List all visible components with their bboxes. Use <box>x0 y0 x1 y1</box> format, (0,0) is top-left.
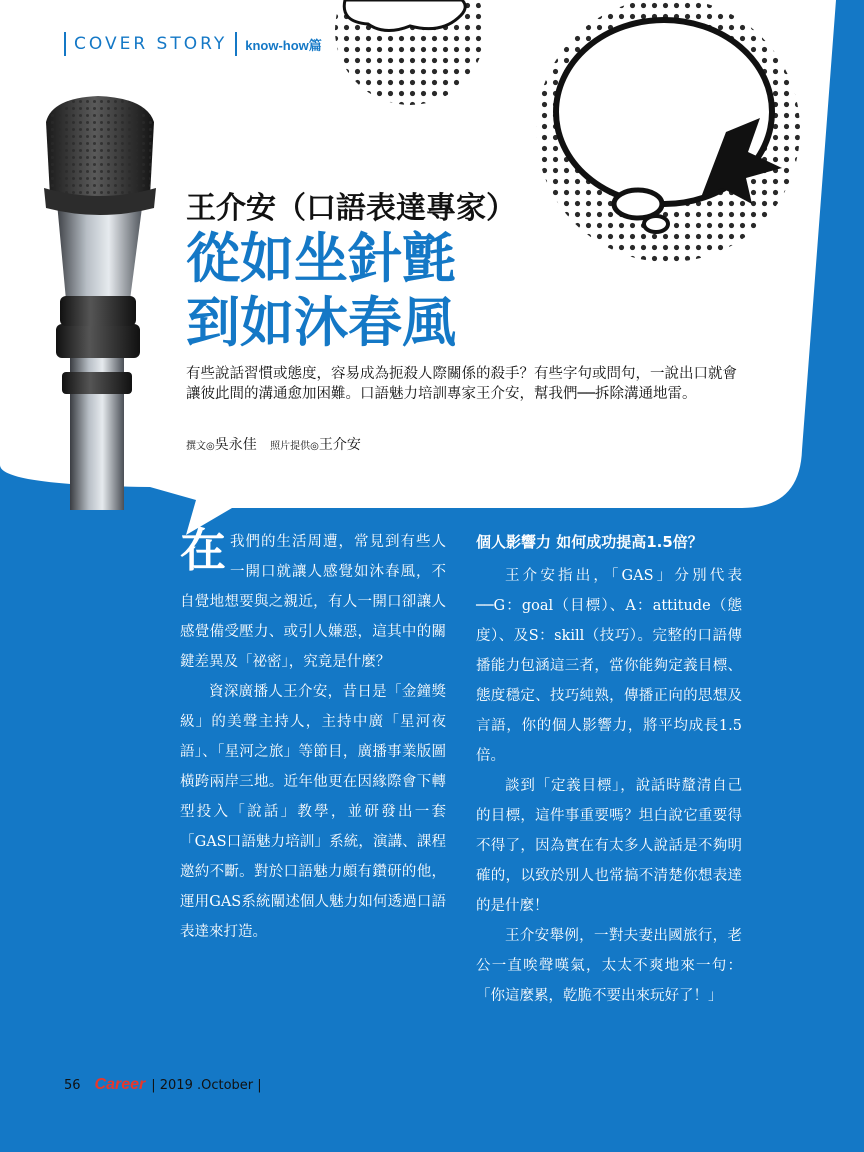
header-divider <box>64 32 66 56</box>
body-paragraph: 王介安指出，「GAS」分別代表──G：goal（目標）、A：attitude（態度）、及S：skill（技巧）。完整的口語傳播能力包涵這三者，當你能夠定義目標、態度穩定、技巧純熟，傳播正向的思想及言語，你的個人影響力，將平均成長1.5倍。 <box>476 568 742 764</box>
body-paragraph: 資深廣播人王介安，昔日是「金鐘獎級」的美聲主持人，主持中廣「星河夜語」、「星河之旅」等節目，廣播事業版圖橫跨兩岸三地。近年他更在因緣際會下轉型投入「說話」教學，並研發出一套「GAS口語魅力培訓」系統，演講、課程邀約不斷。對於口語魅力頗有鑽研的他，運用GAS系統闡述個人魅力如何透過口語表達來打造。 <box>180 684 446 940</box>
article-subtitle: 王介安（口語表達專家） <box>186 191 516 226</box>
photo-credit-name: 王介安 <box>318 437 361 453</box>
section-label: COVER STORY <box>74 34 228 54</box>
title-line-1: 從如坐針氈 <box>186 226 456 290</box>
subsection-label: know-how篇 <box>245 37 322 53</box>
article-lead: 有些說話習慣或態度，容易成為扼殺人際關係的殺手？有些字句或問句，一說出口就會讓彼此間的溝通愈加困難。口語魅力培訓專家王介安，幫我們──拆除溝通地雷。 <box>186 366 737 402</box>
body-paragraph <box>180 523 446 677</box>
article-title <box>186 226 456 354</box>
paragraph-text: 我們的生活周遭，常見到有些人一開口就讓人感覺如沐春風，不自覺地想要與之親近，有人一開口卻讓人感覺備受壓力、或引人嫌惡，這其中的關鍵差異及「祕密」，究竟是什麼？ <box>180 534 446 670</box>
magazine-brand: Career <box>94 1076 146 1093</box>
writer-name: 吳永佳 <box>214 437 257 453</box>
page-footer <box>64 1076 262 1094</box>
body-column-2 <box>476 527 742 1011</box>
section-heading: 個人影響力 如何成功提高1.5倍？ <box>476 533 703 551</box>
title-line-2: 到如沐春風 <box>186 290 456 354</box>
drop-cap: 在 <box>180 523 226 577</box>
header-divider <box>235 32 237 56</box>
body-column-1 <box>180 523 446 947</box>
section-header <box>64 30 322 58</box>
body-paragraph: 談到「定義目標」，說話時釐清自己的目標，這件事重要嗎？坦白說它重要得不得了，因為實在有太多人說話是不夠明確的，以致於別人也常搞不清楚你想表達的是什麼！ <box>476 778 742 914</box>
body-paragraph: 王介安舉例，一對夫妻出國旅行，老公一直唉聲嘆氣，太太不爽地來一句：「你這麼累，乾脆不要出來玩好了！」 <box>476 928 742 1004</box>
article-credits <box>186 434 361 454</box>
photo-label: 照片提供◎ <box>270 441 319 452</box>
page-number: 56 <box>64 1077 81 1093</box>
issue-date: | 2019 .October | <box>151 1077 262 1093</box>
writer-label: 撰文◎ <box>186 441 215 452</box>
